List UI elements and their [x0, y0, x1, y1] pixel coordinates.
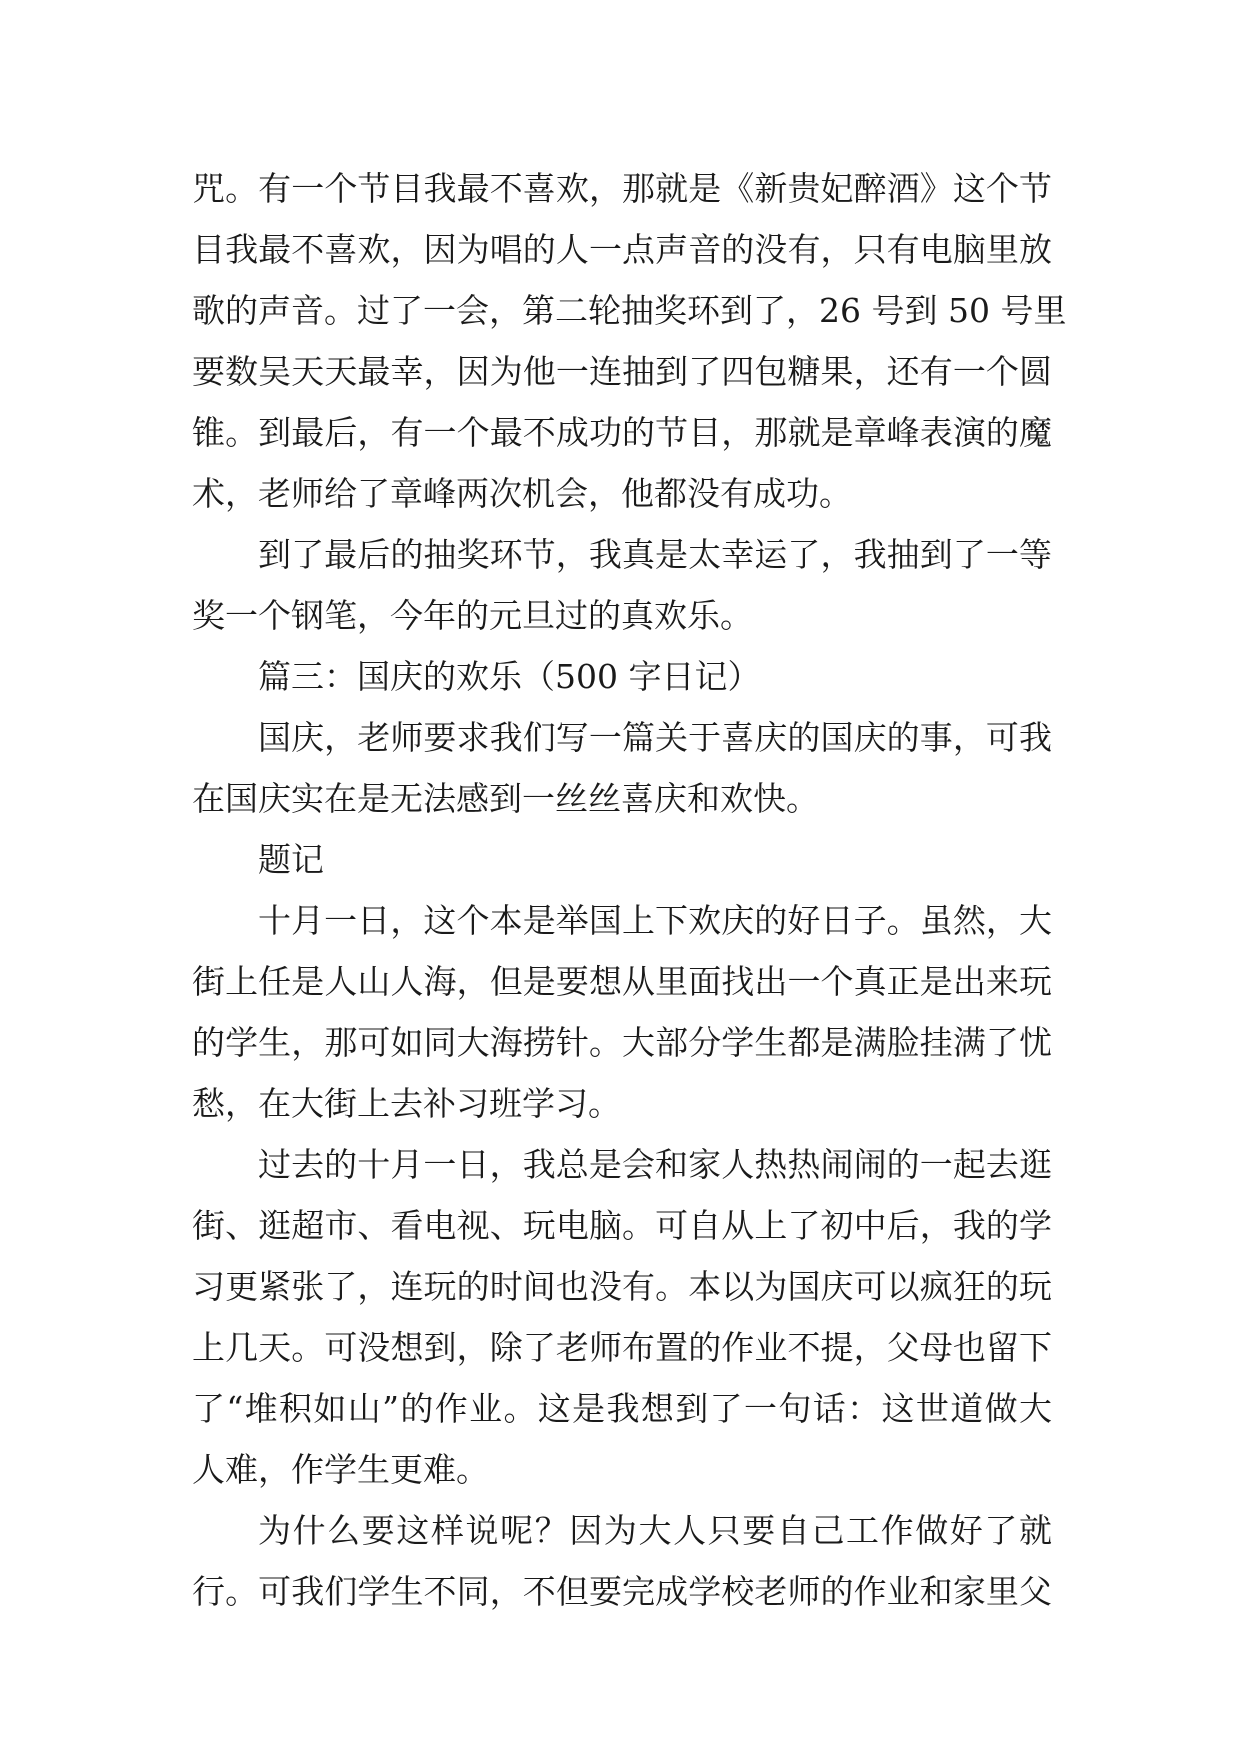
text-line: 十月一日，这个本是举国上下欢庆的好日子。虽然，大 [258, 901, 1052, 940]
document-body [192, 158, 1067, 1622]
text-line: 的学生，那可如同大海捞针。大部分学生都是满脸挂满了忧 [192, 1023, 1052, 1062]
text-line: 目我最不喜欢，因为唱的人一点声音的没有，只有电脑里放 [192, 230, 1052, 269]
text-line: 到了最后的抽奖环节，我真是太幸运了，我抽到了一等 [258, 535, 1052, 574]
text-line: 习更紧张了，连玩的时间也没有。本以为国庆可以疯狂的玩 [192, 1267, 1052, 1306]
text-line: 过去的十月一日，我总是会和家人热热闹闹的一起去逛 [258, 1145, 1052, 1184]
text-line: 上几天。可没想到，除了老师布置的作业不提，父母也留下 [192, 1328, 1052, 1367]
text-line: 锥。到最后，有一个最不成功的节目，那就是章峰表演的魔 [192, 413, 1052, 452]
text-line: 篇三：国庆的欢乐（500 字日记） [258, 657, 761, 696]
text-line: 行。可我们学生不同，不但要完成学校老师的作业和家里父 [192, 1572, 1052, 1611]
text-line: 街上任是人山人海，但是要想从里面找出一个真正是出来玩 [192, 962, 1052, 1001]
text-line: 在国庆实在是无法感到一丝丝喜庆和欢快。 [192, 779, 819, 818]
text-line: 咒。有一个节目我最不喜欢，那就是《新贵妃醉酒》这个节 [192, 169, 1052, 208]
text-line: 术，老师给了章峰两次机会，他都没有成功。 [192, 474, 852, 513]
text-line: 题记 [258, 840, 324, 879]
text-line: 了“堆积如山”的作业。这是我想到了一句话：这世道做大 [192, 1389, 1052, 1428]
text-line: 国庆，老师要求我们写一篇关于喜庆的国庆的事，可我 [258, 718, 1052, 757]
text-line: 街、逛超市、看电视、玩电脑。可自从上了初中后，我的学 [192, 1206, 1052, 1245]
text-line: 奖一个钢笔，今年的元旦过的真欢乐。 [192, 596, 753, 635]
text-line: 人难，作学生更难。 [192, 1450, 489, 1489]
text-line: 为什么要这样说呢？因为大人只要自己工作做好了就 [258, 1511, 1052, 1550]
text-line: 愁，在大街上去补习班学习。 [192, 1084, 621, 1123]
text-line: 要数吴天天最幸，因为他一连抽到了四包糖果，还有一个圆 [192, 352, 1052, 391]
text-line: 歌的声音。过了一会，第二轮抽奖环到了，26 号到 50 号里 [192, 291, 1067, 330]
